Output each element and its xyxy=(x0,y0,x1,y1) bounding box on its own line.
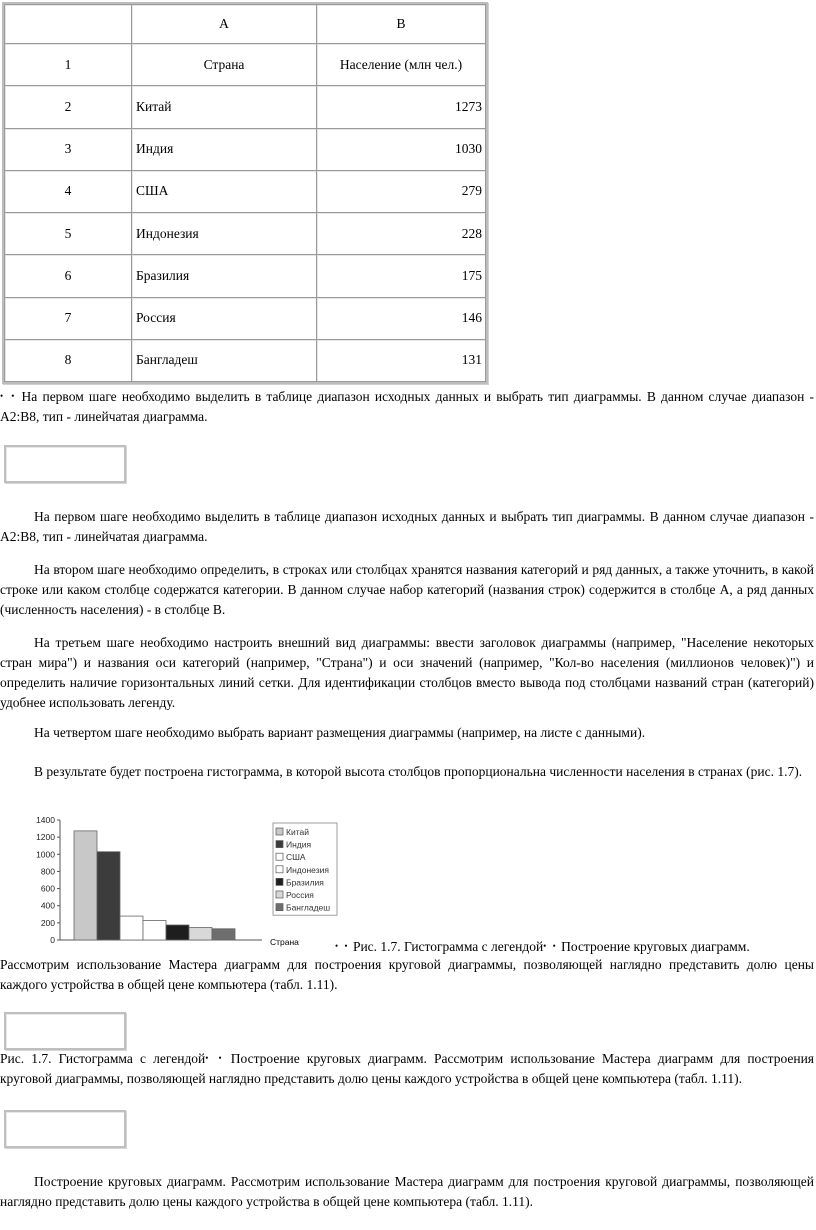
table-row xyxy=(5,170,486,212)
paragraph-step-1-repeat: На первом шаге необходимо выделить в таблице диапазон исходных данных и выбрать тип диаграммы. В данном случае диапазон - A2:B8, тип - линейчатая диаграмма. xyxy=(0,509,814,544)
bullet-icon: • • xyxy=(543,941,558,951)
population-cell: 1030 xyxy=(317,128,486,170)
column-header-a: A xyxy=(132,5,317,44)
chart-bar xyxy=(189,927,212,940)
column-header-b: B xyxy=(317,5,486,44)
paragraph-text: На первом шаге необходимо выделить в таблице диапазон исходных данных и выбрать тип диаграммы. В данном случае диапазон - A2:B8, тип - линейчатая диаграмма. xyxy=(0,389,814,424)
table-row xyxy=(5,297,486,339)
population-cell: 146 xyxy=(317,297,486,339)
country-cell: Россия xyxy=(132,297,317,339)
row-number: 3 xyxy=(5,128,132,170)
legend-swatch xyxy=(276,878,283,885)
image-placeholder xyxy=(4,1012,126,1050)
y-tick-label: 0 xyxy=(50,935,55,945)
legend-label: Бангладеш xyxy=(286,902,331,913)
legend-label: Россия xyxy=(286,890,314,900)
legend-swatch xyxy=(276,904,283,911)
histogram-chart xyxy=(30,815,340,950)
legend-label: Индонезия xyxy=(286,864,329,875)
image-placeholder xyxy=(4,445,126,483)
population-cell: 1273 xyxy=(317,86,486,128)
image-placeholder xyxy=(4,1110,126,1148)
population-cell: 175 xyxy=(317,255,486,297)
population-cell: 228 xyxy=(317,213,486,255)
legend-swatch xyxy=(276,891,283,898)
corner-cell xyxy=(5,5,132,44)
paragraph-step-3: На третьем шаге необходимо настроить внешний вид диаграммы: ввести заголовок диаграммы (например, "Население некоторых стран мира") и названия оси категорий (например, "Страна") и оси значений (например, "Кол-во населения (миллионов человек)") и определить наличие горизонтальных линий сетки. Для идентификации столбцов вместо вывода под столбцами названий стран (категорий) удобнее использовать легенду. xyxy=(0,635,814,710)
figure-caption: Рис. 1.7. Гистограмма с легендой xyxy=(0,1051,206,1066)
legend-label: Бразилия xyxy=(286,877,324,888)
chart-bar xyxy=(143,920,166,940)
table-row xyxy=(5,128,486,170)
legend-swatch xyxy=(276,853,283,860)
legend-swatch xyxy=(276,866,283,873)
table-row xyxy=(5,339,486,381)
cell-b1: Население (млн чел.) xyxy=(317,44,486,86)
chart-bar xyxy=(74,831,97,940)
row-number: 7 xyxy=(5,297,132,339)
country-cell: Бразилия xyxy=(132,255,317,297)
country-cell: США xyxy=(132,170,317,212)
paragraph-pie-repeat: Построение круговых диаграмм. Рассмотрим использование Мастера диаграмм для построения круговой диаграммы, позволяющей наглядно представить долю цены каждого устройства в общей цене компьютера (табл. 1.11). xyxy=(0,1174,814,1209)
chart-svg xyxy=(30,815,340,950)
legend-label: США xyxy=(286,852,306,863)
paragraph-step-4: На четвертом шаге необходимо выбрать вариант размещения диаграммы (например, на листе с данными). xyxy=(34,725,646,740)
chart-bar xyxy=(97,852,120,940)
y-tick-label: 200 xyxy=(40,917,55,928)
legend-label: Индия xyxy=(286,839,312,850)
row-number: 4 xyxy=(5,170,132,212)
figure-caption-line xyxy=(335,936,805,957)
paragraph-result: В результате будет построена гистограмма, в которой высота столбцов пропорциональна численности населения в странах (рис. 1.7). xyxy=(34,764,803,779)
paragraph-step-2: На втором шаге необходимо определить, в строках или столбцах хранятся названия категорий и ряд данных, а также уточнить, в какой строке или каком столбце содержатся категории. В данном случае набор категорий (названия строк) содержится в столбце A, а ряд данных (численность населения) - в столбце B. xyxy=(0,562,814,617)
x-axis-label: Страна xyxy=(270,937,299,947)
country-cell: Индонезия xyxy=(132,213,317,255)
row-number: 1 xyxy=(5,44,132,86)
y-tick-label: 600 xyxy=(40,883,55,894)
row-number: 8 xyxy=(5,339,132,381)
bullet-icon: • • xyxy=(335,941,350,951)
population-cell: 131 xyxy=(317,339,486,381)
bullet-icon: • • xyxy=(205,1053,224,1063)
y-tick-label: 1000 xyxy=(36,849,55,860)
chart-bar xyxy=(120,916,143,940)
legend-label: Китай xyxy=(286,827,309,837)
legend-swatch xyxy=(276,828,283,835)
y-tick-label: 1400 xyxy=(36,815,55,825)
paragraph-text: Построение круговых диаграмм. Рассмотрим использование Мастера диаграмм для построения круговой диаграммы, позволяющей наглядно представить долю цены каждого устройства в общей цене компьютера (табл. 1.11). xyxy=(0,1051,815,1086)
bullet-icon: • • xyxy=(0,391,17,401)
country-cell: Китай xyxy=(132,86,317,128)
section-heading: Построение круговых диаграмм. xyxy=(561,939,750,954)
table-row xyxy=(5,213,486,255)
paragraph-caption-repeat xyxy=(0,1048,814,1089)
figure-caption: Рис. 1.7. Гистограмма с легендой xyxy=(352,939,544,954)
row-number: 5 xyxy=(5,213,132,255)
paragraph-step-1 xyxy=(0,386,814,427)
population-cell: 279 xyxy=(317,170,486,212)
paragraph-pie-intro: Рассмотрим использование Мастера диаграмм для построения круговой диаграммы, позволяющей наглядно представить долю цены каждого устройства в общей цене компьютера (табл. 1.11). xyxy=(0,957,814,992)
y-tick-label: 1200 xyxy=(36,832,55,843)
country-cell: Бангладеш xyxy=(132,339,317,381)
row-number: 6 xyxy=(5,255,132,297)
y-tick-label: 400 xyxy=(40,900,55,911)
table-row xyxy=(5,255,486,297)
cell-a1: Страна xyxy=(132,44,317,86)
spreadsheet-table xyxy=(2,2,488,384)
row-number: 2 xyxy=(5,86,132,128)
country-cell: Индия xyxy=(132,128,317,170)
chart-bar xyxy=(166,925,189,940)
y-tick-label: 800 xyxy=(40,866,55,877)
chart-bar xyxy=(212,929,235,940)
table-row xyxy=(5,86,486,128)
legend-swatch xyxy=(276,841,283,848)
